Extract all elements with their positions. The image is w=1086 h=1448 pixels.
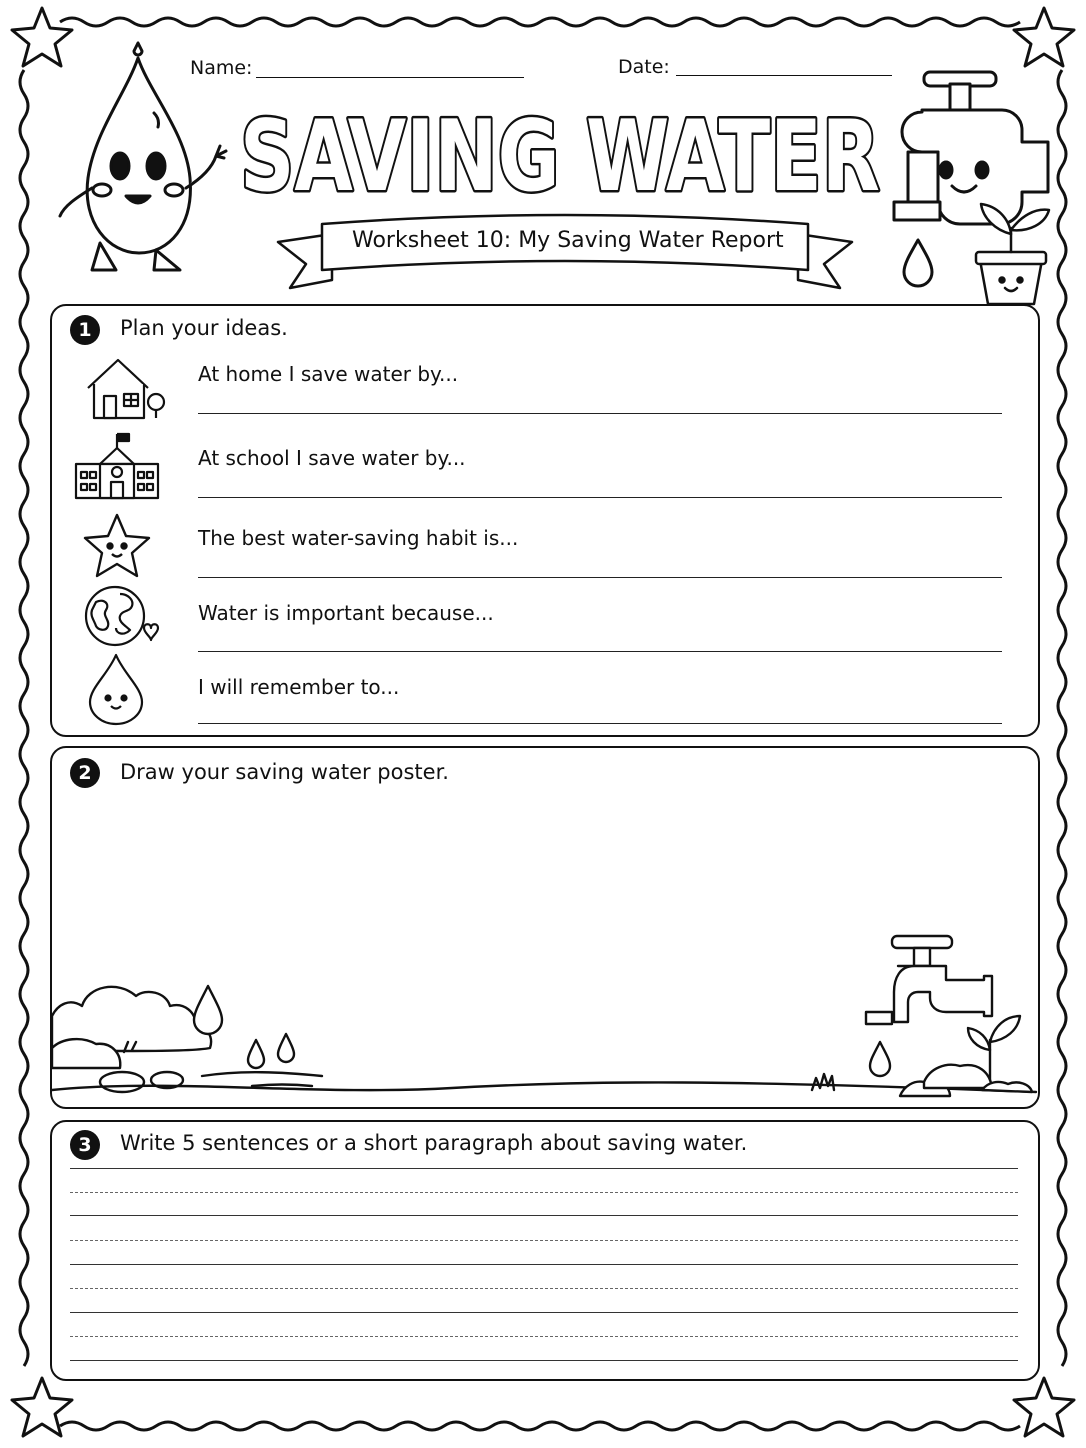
poster-landscape-illustration (52, 930, 1036, 1104)
star-icon (82, 512, 152, 580)
house-icon (84, 356, 168, 422)
water-drop-icon (86, 652, 148, 726)
name-label: Name: (190, 57, 253, 79)
section-number: 2 (70, 758, 100, 788)
prompt-importance: Water is important because... (198, 601, 494, 625)
writing-guide-line (70, 1336, 1018, 1337)
writing-guide-line (70, 1240, 1018, 1241)
water-drop-mascot-icon (34, 38, 244, 278)
writing-line[interactable] (70, 1215, 1018, 1216)
writing-guide-line (70, 1288, 1018, 1289)
prompt-remember: I will remember to... (198, 675, 400, 699)
writing-guide-line (70, 1192, 1018, 1193)
answer-line[interactable] (198, 723, 1002, 724)
answer-line[interactable] (198, 497, 1002, 498)
section-title: Draw your saving water poster. (120, 760, 449, 784)
section-number: 1 (70, 315, 100, 345)
section-number: 3 (70, 1130, 100, 1160)
corner-star-icon (1014, 8, 1074, 66)
prompt-home: At home I save water by... (198, 362, 459, 386)
writing-line[interactable] (70, 1264, 1018, 1265)
answer-line[interactable] (198, 413, 1002, 414)
prompt-best-habit: The best water-saving habit is... (198, 526, 519, 550)
page-title (230, 78, 900, 214)
earth-icon (82, 584, 162, 650)
section-writing (50, 1120, 1040, 1381)
faucet-mascot-icon (886, 62, 1058, 310)
answer-line[interactable] (198, 577, 1002, 578)
prompt-school: At school I save water by... (198, 446, 466, 470)
section-title: Plan your ideas. (120, 316, 288, 340)
school-icon (72, 430, 162, 502)
subtitle: Worksheet 10: My Saving Water Report (352, 228, 784, 253)
writing-line[interactable] (70, 1312, 1018, 1313)
svg-text:SAVING WATER: SAVING WATER (240, 100, 880, 214)
writing-line[interactable] (70, 1168, 1018, 1169)
writing-line[interactable] (70, 1360, 1018, 1361)
corner-star-icon (12, 1378, 72, 1436)
date-line[interactable] (676, 75, 892, 76)
answer-line[interactable] (198, 651, 1002, 652)
section-title: Write 5 sentences or a short paragraph about saving water. (120, 1131, 748, 1155)
corner-star-icon (1014, 1378, 1074, 1436)
date-label: Date: (618, 56, 670, 78)
